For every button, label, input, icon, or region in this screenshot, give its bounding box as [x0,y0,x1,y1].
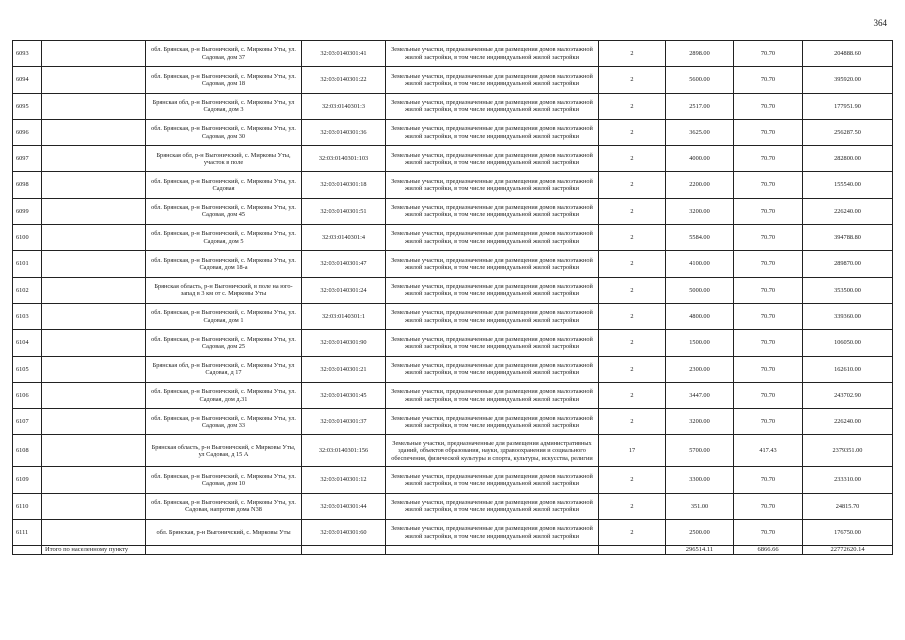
cadastral-number-cell: 32:03:0140301:156 [302,435,386,467]
specific-value-cell: 70.70 [734,303,803,329]
group-number-cell: 2 [599,93,666,119]
land-use-cell: Земельные участки, предназначенные для размещения домов малоэтажной жилой застройки, в том числе индивидуальной жилой застройки [386,330,599,356]
row-number: 6106 [13,382,42,408]
row-number: 6104 [13,330,42,356]
specific-value-cell: 70.70 [734,356,803,382]
empty-cell [42,409,146,435]
address-cell: Брянская область, р-н Выгоничский, в поле на юго-запад в 3 км от с. Мирковы Уты [146,277,302,303]
table-row [13,41,893,67]
address-cell: Брянская обл, р-н Выгоничский, с. Мирковы Уты, ул Садовая, д 17 [146,356,302,382]
cadastral-number-cell: 32:03:0140301:1 [302,303,386,329]
specific-value-cell: 70.70 [734,198,803,224]
area-cell: 3447.00 [666,382,734,408]
table-row [13,172,893,198]
group-number-cell: 2 [599,41,666,67]
area-cell: 2500.00 [666,520,734,546]
group-number-cell: 2 [599,146,666,172]
cadastral-cost-cell: 339360.00 [803,303,893,329]
group-number-cell: 2 [599,67,666,93]
specific-value-cell: 70.70 [734,409,803,435]
empty-cell [386,546,599,555]
row-number: 6109 [13,467,42,493]
cadastral-number-cell: 32:03:0140301:21 [302,356,386,382]
address-cell: Брянская обл, р-н Выгоничский, с. Мирковы Уты, ул Садовая, дом 3 [146,93,302,119]
empty-cell [42,520,146,546]
land-use-cell: Земельные участки, предназначенные для размещения домов малоэтажной жилой застройки, в том числе индивидуальной жилой застройки [386,198,599,224]
group-number-cell: 2 [599,493,666,519]
row-number: 6111 [13,520,42,546]
cadastral-cost-cell: 233310.00 [803,467,893,493]
area-cell: 5584.00 [666,225,734,251]
land-use-cell: Земельные участки, предназначенные для размещения домов малоэтажной жилой застройки, в том числе индивидуальной жилой застройки [386,356,599,382]
cadastral-number-cell: 32:03:0140301:24 [302,277,386,303]
area-cell: 351.00 [666,493,734,519]
cadastral-cost-cell: 289870.00 [803,251,893,277]
area-cell: 5600.00 [666,67,734,93]
land-use-cell: Земельные участки, предназначенные для размещения домов малоэтажной жилой застройки, в том числе индивидуальной жилой застройки [386,225,599,251]
area-cell: 1500.00 [666,330,734,356]
area-cell: 2200.00 [666,172,734,198]
empty-cell [42,251,146,277]
table-row [13,493,893,519]
table-row [13,277,893,303]
empty-cell [42,172,146,198]
land-use-cell: Земельные участки, предназначенные для размещения домов малоэтажной жилой застройки, в том числе индивидуальной жилой застройки [386,409,599,435]
cadastral-cost-cell: 155540.00 [803,172,893,198]
specific-value-cell: 70.70 [734,119,803,145]
cadastral-number-cell: 32:03:0140301:51 [302,198,386,224]
group-number-cell: 2 [599,409,666,435]
row-number: 6096 [13,119,42,145]
group-number-cell: 2 [599,251,666,277]
empty-cell [42,330,146,356]
address-cell: обл. Брянская, р-н Выгоничский, с. Мирковы Уты, ул. Садовая, дом 45 [146,198,302,224]
empty-cell [42,119,146,145]
address-cell: Брянская обл, р-н Выгоничский, с. Мирковы Уты, участок в поле [146,146,302,172]
address-cell: обл. Брянская, р-н Выгоничский, с. Мирковы Уты, ул. Садовая, дом 37 [146,41,302,67]
group-number-cell: 2 [599,172,666,198]
row-number: 6110 [13,493,42,519]
table-row [13,330,893,356]
land-use-cell: Земельные участки, предназначенные для размещения домов малоэтажной жилой застройки, в том числе индивидуальной жилой застройки [386,146,599,172]
empty-cell [42,382,146,408]
table-row [13,382,893,408]
area-cell: 4000.00 [666,146,734,172]
address-cell: обл. Брянская, р-н Выгоничский, с. Мирковы Уты, ул. Садовая, дом 18 [146,67,302,93]
group-number-cell: 2 [599,382,666,408]
specific-value-cell: 70.70 [734,251,803,277]
row-number: 6095 [13,93,42,119]
cadastral-number-cell: 32:03:0140301:103 [302,146,386,172]
cadastral-number-cell: 32:03:0140301:4 [302,225,386,251]
row-number: 6105 [13,356,42,382]
empty-cell [146,546,302,555]
group-number-cell: 2 [599,467,666,493]
area-cell: 5000.00 [666,277,734,303]
specific-value-cell: 70.70 [734,146,803,172]
empty-cell [13,546,42,555]
table-row [13,119,893,145]
row-number: 6101 [13,251,42,277]
table-row [13,67,893,93]
cadastral-cost-cell: 353500.00 [803,277,893,303]
specific-value-cell: 70.70 [734,172,803,198]
empty-cell [42,198,146,224]
address-cell: обл. Брянская, р-н Выгоничский, с. Мирковы Уты, ул. Садовая, дом 5 [146,225,302,251]
land-use-cell: Земельные участки, предназначенные для размещения домов малоэтажной жилой застройки, в том числе индивидуальной жилой застройки [386,41,599,67]
area-cell: 2898.00 [666,41,734,67]
group-number-cell: 2 [599,198,666,224]
empty-cell [42,41,146,67]
page-number: 364 [873,18,887,28]
area-cell: 2517.00 [666,93,734,119]
address-cell: обл. Брянская, р-н Выгоничский, с. Мирковы Уты, ул. Садовая, дом 33 [146,409,302,435]
empty-cell [42,493,146,519]
cadastral-number-cell: 32:03:0140301:90 [302,330,386,356]
area-cell: 5700.00 [666,435,734,467]
empty-cell [42,467,146,493]
empty-cell [42,225,146,251]
cadastral-cost-cell: 256287.50 [803,119,893,145]
row-number: 6107 [13,409,42,435]
cadastral-cost-cell: 226240.00 [803,198,893,224]
cadastral-number-cell: 32:03:0140301:60 [302,520,386,546]
group-number-cell: 2 [599,303,666,329]
specific-value-cell: 70.70 [734,67,803,93]
table-row [13,520,893,546]
row-number: 6099 [13,198,42,224]
table-row [13,435,893,467]
specific-value-cell: 70.70 [734,467,803,493]
table-row [13,225,893,251]
land-use-cell: Земельные участки, предназначенные для размещения домов малоэтажной жилой застройки, в том числе индивидуальной жилой застройки [386,303,599,329]
total-row [13,546,893,555]
address-cell: обл. Брянская, р-н Выгоничский, с. Мирковы Уты, ул. Садовая, дом 18-а [146,251,302,277]
group-number-cell: 2 [599,330,666,356]
specific-value-cell: 70.70 [734,41,803,67]
row-number: 6093 [13,41,42,67]
cadastral-number-cell: 32:03:0140301:3 [302,93,386,119]
land-use-cell: Земельные участки, предназначенные для размещения домов малоэтажной жилой застройки, в том числе индивидуальной жилой застройки [386,382,599,408]
group-number-cell: 2 [599,356,666,382]
total-label: Итого по населенному пункту [42,546,146,555]
land-use-cell: Земельные участки, предназначенные для размещения домов малоэтажной жилой застройки, в том числе индивидуальной жилой застройки [386,493,599,519]
empty-cell [599,546,666,555]
table-row [13,467,893,493]
land-use-cell: Земельные участки, предназначенные для размещения домов малоэтажной жилой застройки, в том числе индивидуальной жилой застройки [386,520,599,546]
specific-value-cell: 70.70 [734,93,803,119]
group-number-cell: 2 [599,520,666,546]
area-cell: 3300.00 [666,467,734,493]
cadastral-number-cell: 32:03:0140301:22 [302,67,386,93]
table-row [13,146,893,172]
empty-cell [42,303,146,329]
cadastral-number-cell: 32:03:0140301:44 [302,493,386,519]
table-row [13,409,893,435]
area-cell: 2300.00 [666,356,734,382]
total-cost: 22772620.14 [803,546,893,555]
land-use-cell: Земельные участки, предназначенные для размещения домов малоэтажной жилой застройки, в том числе индивидуальной жилой застройки [386,67,599,93]
address-cell: обл. Брянская, р-н Выгоничский, с. Мирковы Уты [146,520,302,546]
land-use-cell: Земельные участки, предназначенные для размещения административных зданий, объектов образования, науки, здравоохранения и социального обеспечения, физической культуры и спорта, культуры, искусства, религии [386,435,599,467]
land-use-cell: Земельные участки, предназначенные для размещения домов малоэтажной жилой застройки, в том числе индивидуальной жилой застройки [386,251,599,277]
land-use-cell: Земельные участки, предназначенные для размещения домов малоэтажной жилой застройки, в том числе индивидуальной жилой застройки [386,277,599,303]
land-use-cell: Земельные участки, предназначенные для размещения домов малоэтажной жилой застройки, в том числе индивидуальной жилой застройки [386,172,599,198]
cadastral-cost-cell: 106050.00 [803,330,893,356]
land-use-cell: Земельные участки, предназначенные для размещения домов малоэтажной жилой застройки, в том числе индивидуальной жилой застройки [386,467,599,493]
specific-value-cell: 70.70 [734,493,803,519]
cadastral-cost-cell: 176750.00 [803,520,893,546]
address-cell: обл. Брянская, р-н Выгоничский, с. Мирковы Уты, ул. Садовая, напротив дома N38 [146,493,302,519]
empty-cell [42,277,146,303]
address-cell: обл. Брянская, р-н Выгоничский, с. Мирковы Уты, ул. Садовая, дом 30 [146,119,302,145]
cadastral-number-cell: 32:03:0140301:12 [302,467,386,493]
cadastral-cost-cell: 204888.60 [803,41,893,67]
specific-value-cell: 70.70 [734,520,803,546]
row-number: 6097 [13,146,42,172]
table-row [13,303,893,329]
row-number: 6103 [13,303,42,329]
cadastral-cost-cell: 24815.70 [803,493,893,519]
total-rate: 6866.66 [734,546,803,555]
empty-cell [42,93,146,119]
specific-value-cell: 70.70 [734,225,803,251]
specific-value-cell: 70.70 [734,277,803,303]
cadastral-cost-cell: 2379351.00 [803,435,893,467]
cadastral-number-cell: 32:03:0140301:18 [302,172,386,198]
specific-value-cell: 70.70 [734,382,803,408]
cadastral-cost-cell: 243702.90 [803,382,893,408]
address-cell: обл. Брянская, р-н Выгоничский, с. Мирковы Уты, ул. Садовая, дом 25 [146,330,302,356]
address-cell: обл. Брянская, р-н Выгоничский, с. Мирковы Уты, ул. Садовая, дом 10 [146,467,302,493]
cadastral-cost-cell: 282800.00 [803,146,893,172]
group-number-cell: 2 [599,119,666,145]
cadastral-cost-cell: 394788.80 [803,225,893,251]
cadastral-value-table [12,40,893,555]
table-row [13,93,893,119]
address-cell: Брянская область, р-н Выгоничский, с Мирковы Уты, ул Садовая, д 15 А [146,435,302,467]
land-use-cell: Земельные участки, предназначенные для размещения домов малоэтажной жилой застройки, в том числе индивидуальной жилой застройки [386,119,599,145]
table-row [13,356,893,382]
table-row [13,198,893,224]
area-cell: 4100.00 [666,251,734,277]
row-number: 6102 [13,277,42,303]
area-cell: 3200.00 [666,409,734,435]
specific-value-cell: 417.43 [734,435,803,467]
empty-cell [42,146,146,172]
row-number: 6094 [13,67,42,93]
specific-value-cell: 70.70 [734,330,803,356]
empty-cell [42,435,146,467]
group-number-cell: 2 [599,277,666,303]
cadastral-cost-cell: 162610.00 [803,356,893,382]
cadastral-number-cell: 32:03:0140301:36 [302,119,386,145]
row-number: 6108 [13,435,42,467]
address-cell: обл. Брянская, р-н Выгоничский, с. Мирковы Уты, ул. Садовая [146,172,302,198]
address-cell: обл. Брянская, р-н Выгоничский, с. Мирковы Уты, ул. Садовая, дом д.31 [146,382,302,408]
empty-cell [302,546,386,555]
area-cell: 4800.00 [666,303,734,329]
group-number-cell: 17 [599,435,666,467]
table-row [13,251,893,277]
cadastral-number-cell: 32:03:0140301:41 [302,41,386,67]
empty-cell [42,356,146,382]
group-number-cell: 2 [599,225,666,251]
address-cell: обл. Брянская, р-н Выгоничский, с. Мирковы Уты, ул. Садовая, дом 1 [146,303,302,329]
total-area: 296514.11 [666,546,734,555]
cadastral-number-cell: 32:03:0140301:47 [302,251,386,277]
cadastral-number-cell: 32:03:0140301:37 [302,409,386,435]
cadastral-cost-cell: 177951.90 [803,93,893,119]
row-number: 6098 [13,172,42,198]
row-number: 6100 [13,225,42,251]
cadastral-cost-cell: 395920.00 [803,67,893,93]
area-cell: 3625.00 [666,119,734,145]
cadastral-number-cell: 32:03:0140301:45 [302,382,386,408]
land-use-cell: Земельные участки, предназначенные для размещения домов малоэтажной жилой застройки, в том числе индивидуальной жилой застройки [386,93,599,119]
area-cell: 3200.00 [666,198,734,224]
cadastral-cost-cell: 226240.00 [803,409,893,435]
empty-cell [42,67,146,93]
